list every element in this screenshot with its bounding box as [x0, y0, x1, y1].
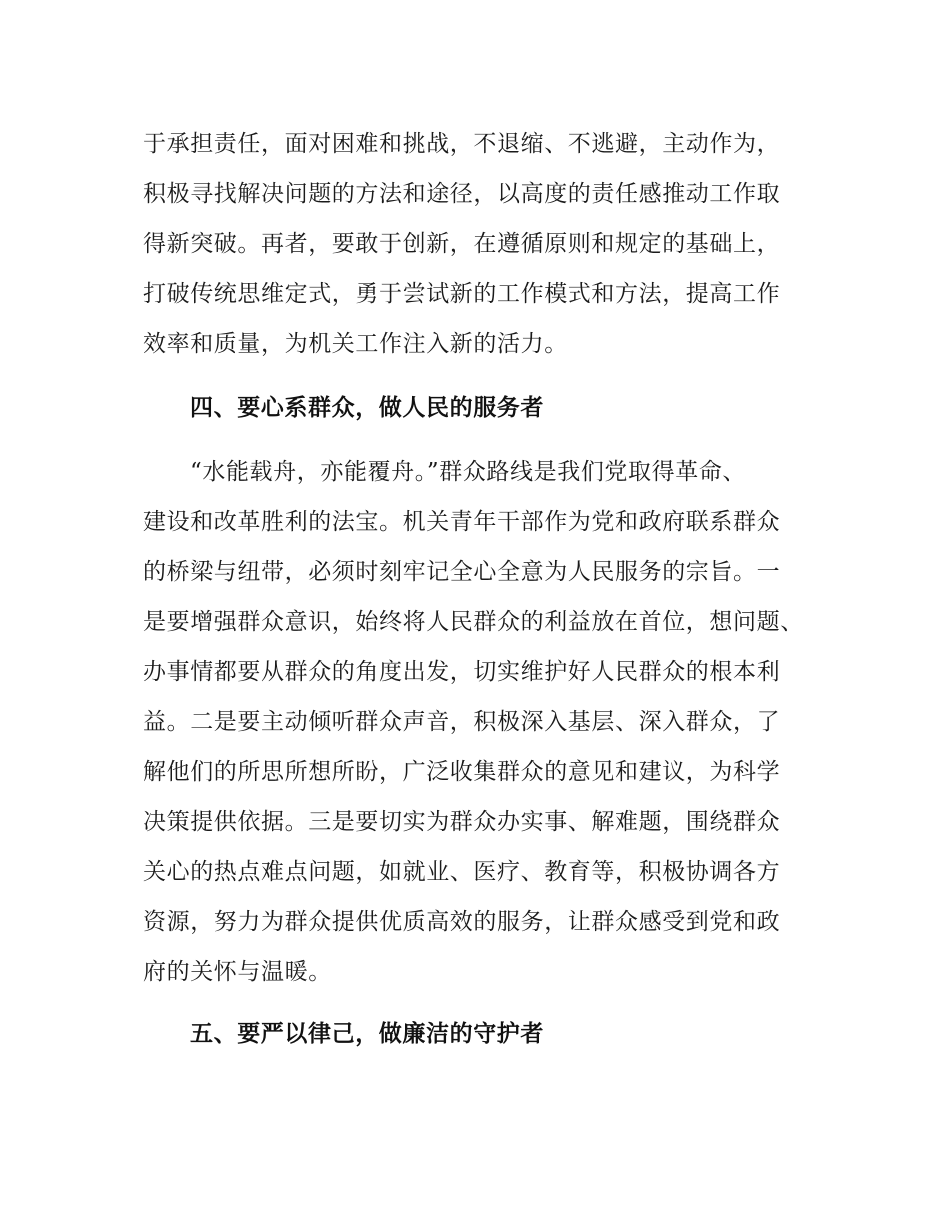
paragraph-line: 决策提供依据。三是要切实为群众办实事、解难题，围绕群众 — [143, 809, 781, 835]
paragraph-line: 效率和质量，为机关工作注入新的活力。 — [143, 331, 568, 357]
paragraph-line: 资源，努力为群众提供优质高效的服务，让群众感受到党和政 — [143, 909, 781, 935]
paragraph-line: “水能载舟，亦能覆舟。”群众路线是我们党取得革命、 — [190, 459, 747, 485]
section-heading: 五、要严以律己，做廉洁的守护者 — [190, 1021, 544, 1047]
paragraph-line: 解他们的所思所想所盼，广泛收集群众的意见和建议，为科学 — [143, 759, 781, 785]
paragraph-line: 办事情都要从群众的角度出发，切实维护好人民群众的根本利 — [143, 659, 781, 685]
paragraph-line: 是要增强群众意识，始终将人民群众的利益放在首位，想问题、 — [143, 609, 804, 635]
paragraph-line: 关心的热点难点问题，如就业、医疗、教育等，积极协调各方 — [143, 859, 781, 885]
paragraph-line: 于承担责任，面对困难和挑战，不退缩、不逃避，主动作为， — [143, 131, 781, 157]
paragraph-line: 打破传统思维定式，勇于尝试新的工作模式和方法，提高工作 — [143, 281, 781, 307]
paragraph-line: 建设和改革胜利的法宝。机关青年干部作为党和政府联系群众 — [143, 509, 781, 535]
paragraph-line: 得新突破。再者，要敢于创新，在遵循原则和规定的基础上， — [143, 231, 781, 257]
section-heading: 四、要心系群众，做人民的服务者 — [190, 395, 544, 421]
paragraph-line: 益。二是要主动倾听群众声音，积极深入基层、深入群众，了 — [143, 709, 781, 735]
paragraph-line: 府的关怀与温暖。 — [143, 959, 332, 985]
paragraph-line: 的桥梁与纽带，必须时刻牢记全心全意为人民服务的宗旨。一 — [143, 559, 781, 585]
paragraph-line: 积极寻找解决问题的方法和途径，以高度的责任感推动工作取 — [143, 181, 781, 207]
